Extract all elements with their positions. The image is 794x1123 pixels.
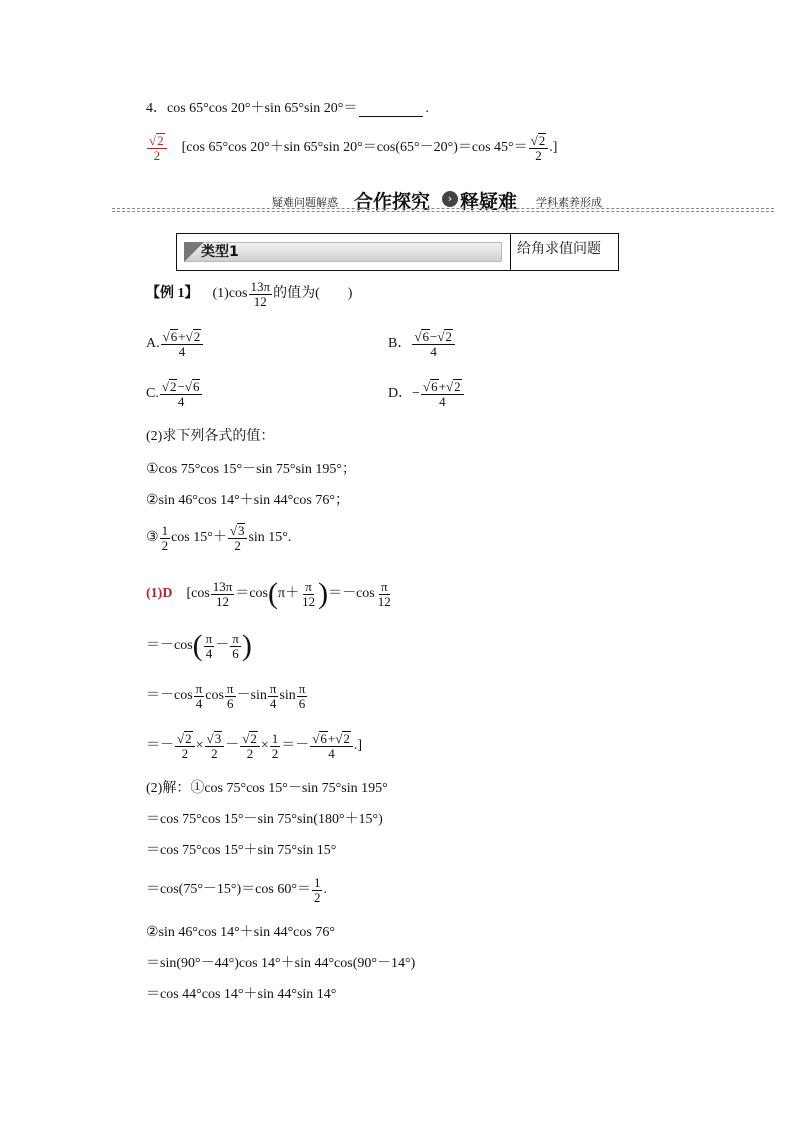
option-b: B． √ 6 − √ 2 4 — [388, 326, 456, 362]
question-number: 4． — [146, 101, 167, 116]
example-1-item-2: ②sin 46°cos 14°＋sin 44°cos 76°； — [146, 493, 349, 508]
option-a: A. √ 6 + √ 2 4 — [146, 326, 204, 362]
header-right-caption: 学科素养形成 — [536, 196, 602, 209]
header-left-caption: 疑难问题解惑 — [272, 196, 338, 209]
header-title-b: 释疑难 — [460, 191, 518, 213]
solution-2-line-5: ②sin 46°cos 14°＋sin 44°cos 76° — [146, 925, 335, 940]
question-4: 4． cos 65°cos 20°＋sin 65°sin 20°＝ . — [146, 101, 429, 116]
option-c: C. √ 2 − √ 6 4 — [146, 376, 203, 412]
answer-label: (1)D — [146, 586, 173, 601]
answer-fraction: √ 2 2 — [146, 133, 168, 163]
type-label: 类型1 — [201, 244, 239, 260]
option-d: D． − √ 6 + √ 2 4 — [388, 376, 465, 412]
divider — [112, 211, 774, 212]
example-tag: 【例 1】 — [146, 286, 199, 301]
type-topic: 给角求值问题 — [517, 241, 601, 257]
example-1-part2-title: (2)求下列各式的值： — [146, 429, 275, 444]
solution-2-line-7: ＝cos 44°cos 14°＋sin 44°sin 14° — [146, 987, 337, 1002]
answer-blank — [359, 102, 423, 117]
question-text: cos 65°cos 20°＋sin 65°sin 20°＝ — [167, 101, 358, 116]
solution-line-1: (1)D [cos $\frac{13\pi}{12}$ ＝cos ( π ＋ $\frac{\pi}{12}$ ) ＝－cos $\frac{\pi}{12}$ — [146, 577, 391, 610]
solution-line-2: ＝－cos ( $\frac{\pi}{4}$ － $\frac{\pi}{6}$ ) — [146, 629, 252, 662]
example-1-item-3: ③ $\frac{1}{2}$ cos 15°＋ √ 3 2 sin 15°. — [146, 522, 292, 553]
header-title-a: 合作探究 — [354, 191, 431, 213]
solution-2-line-2: ＝cos 75°cos 15°－sin 75°sin(180°＋15°) — [146, 812, 383, 827]
question-4-solution: √ 2 2 [cos 65°cos 20°＋sin 65°sin 20°＝cos(65°－20°)＝cos 45°＝ √ 2 2 .] — [146, 128, 557, 168]
solution-line-3: ＝－cos $\frac{\pi}{4}$ cos $\frac{\pi}{6}$ － sin $\frac{\pi}{4}$ sin $\frac{\pi}{6}$ — [146, 680, 306, 711]
solution-2-line-4: ＝cos(75°－15°)＝cos 60°＝ $\frac{1}{2}$ . — [146, 874, 327, 905]
solution-2-line-1: (2)解：①cos 75°cos 15°－sin 75°sin 195° — [146, 781, 388, 796]
solution-2-line-6: ＝sin(90°－44°)cos 14°＋sin 44°cos(90°－14°) — [146, 956, 416, 971]
solution-2-line-3: ＝cos 75°cos 15°＋sin 75°sin 15° — [146, 843, 337, 858]
solution-fraction: √ 2 2 — [529, 133, 549, 163]
chevron-right-icon: › — [442, 191, 458, 207]
solution-line-4: ＝－ √ 2 2 × √ 3 2 － √ 2 2 × $\frac{1}{2}$ ＝－ √ 6 + √ 2 4 .] — [146, 730, 363, 761]
divider — [112, 208, 774, 209]
type-box — [176, 233, 619, 271]
section-header — [112, 186, 774, 214]
example-1-item-1: ①cos 75°cos 15°－sin 75°sin 195°； — [146, 462, 356, 477]
example-1-part1: 【例 1】 (1)cos $\frac{13\pi}{12}$ 的值为( ) — [146, 278, 353, 309]
